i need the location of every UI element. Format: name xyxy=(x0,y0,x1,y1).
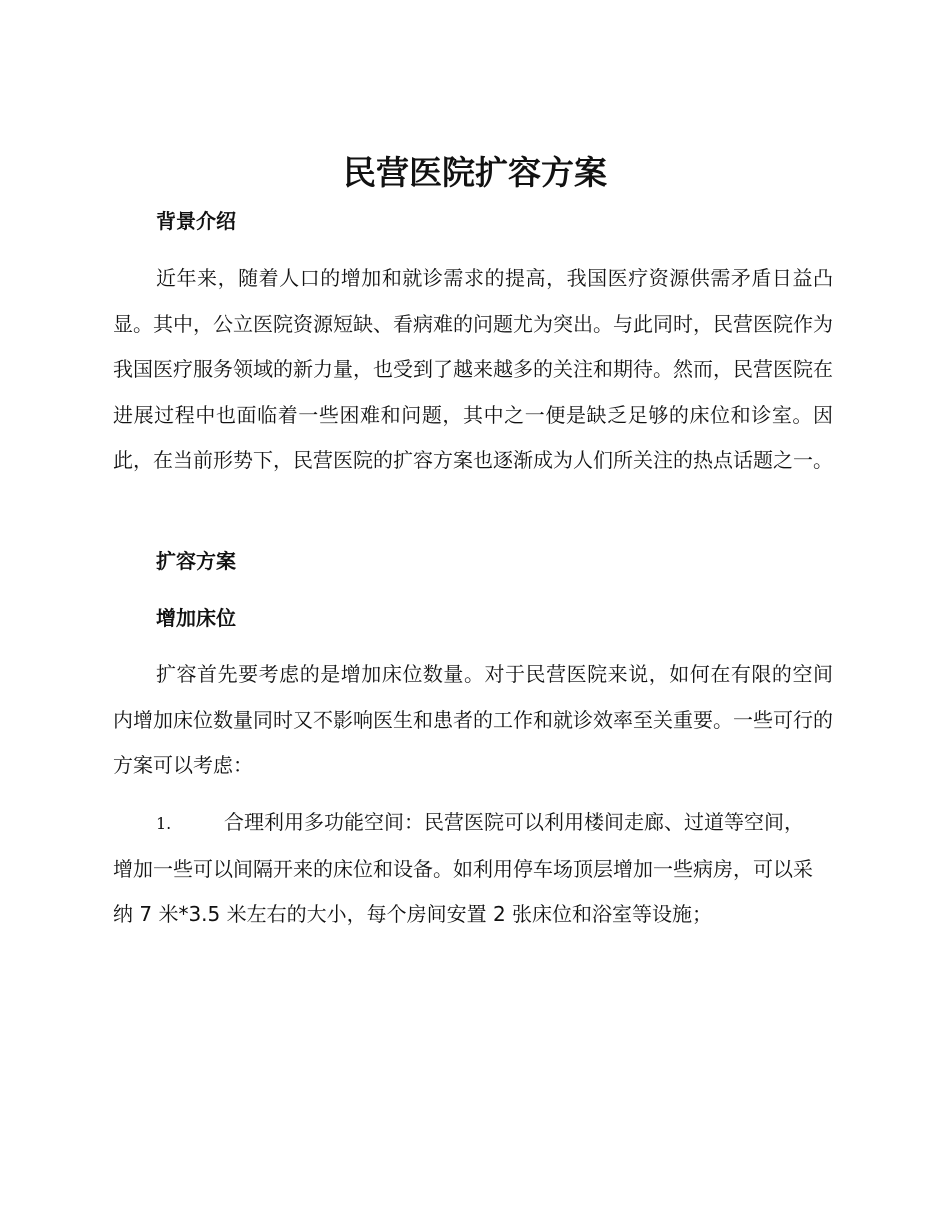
document-title: 民营医院扩容方案 xyxy=(343,153,607,192)
list-item xyxy=(113,800,813,938)
list-item-text: 合理利用多功能空间：民营医院可以利用楼间走廊、过道等空间，增加一些可以间隔开来的床位和设备。如利用停车场顶层增加一些病房，可以采纳 7 米*3.5 米左右的大小，每个房间安置 2 张床位和浴室等设施； xyxy=(113,810,813,926)
background-paragraph: 近年来，随着人口的增加和就诊需求的提高，我国医疗资源供需矛盾日益凸显。其中，公立医院资源短缺、看病难的问题尤为突出。与此同时，民营医院作为我国医疗服务领域的新力量，也受到了越来越多的关注和期待。然而，民营医院在进展过程中也面临着一些困难和问题，其中之一便是缺乏足够的床位和诊室。因此，在当前形势下，民营医院的扩容方案也逐渐成为人们所关注的热点话题之一。 xyxy=(113,266,833,472)
section-heading-plan: 扩容方案 xyxy=(156,549,236,573)
section-heading-background: 背景介绍 xyxy=(156,209,236,233)
beds-paragraph: 扩容首先要考虑的是增加床位数量。对于民营医院来说，如何在有限的空间内增加床位数量同时又不影响医生和患者的工作和就诊效率至关重要。一些可行的方案可以考虑： xyxy=(113,662,833,777)
list-item-number: 1. xyxy=(156,814,172,833)
section-heading-beds: 增加床位 xyxy=(156,606,236,630)
